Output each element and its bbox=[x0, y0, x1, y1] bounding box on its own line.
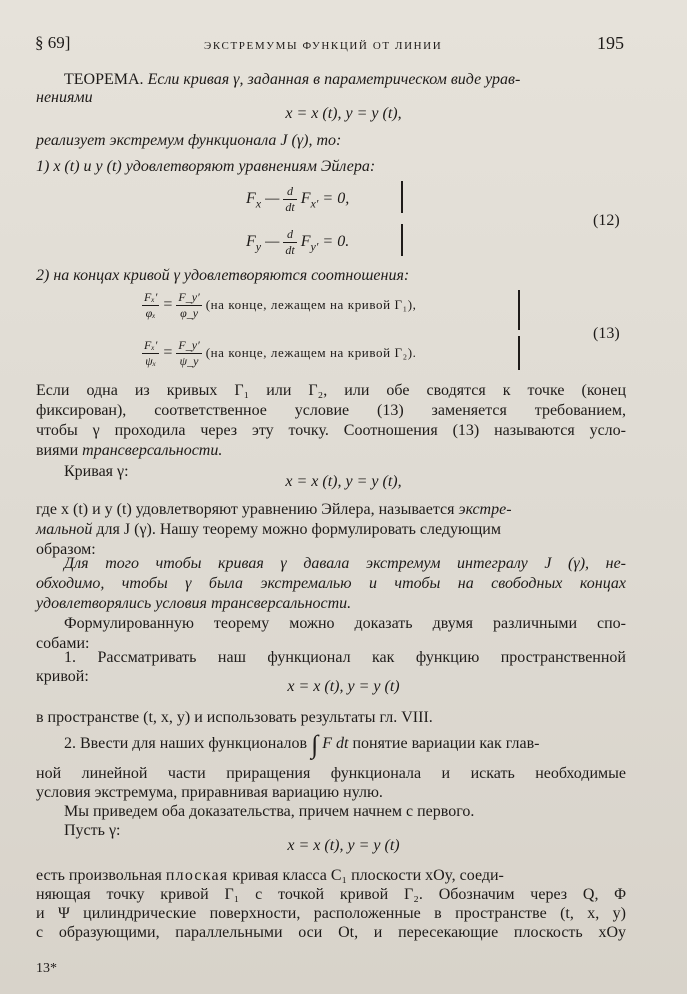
paragraph-line: виями трансверсальности. bbox=[36, 442, 223, 459]
equation-number-12: (12) bbox=[593, 212, 620, 229]
paragraph-line: ной линейной части приращения функционала и искать необходимые bbox=[36, 765, 626, 782]
condition-2: $\frac{\text{Fₓ′}}{\text{ψₓ}}$ = $\frac{F\_y'}{\psi\_y}$ (на конце, лежащем на кривой Γ₂). bbox=[144, 338, 417, 368]
paragraph-line: с образующими, параллельными оси Ot, и пересекающие плоскость xOy bbox=[36, 924, 626, 941]
derivative-fraction: $\frac{d}{dt}$ bbox=[285, 184, 295, 214]
brace-bar bbox=[518, 336, 520, 370]
derivative-fraction: $\frac{d}{dt}$ bbox=[285, 227, 295, 257]
theorem-label: ТЕОРЕМА. bbox=[64, 71, 144, 88]
paragraph-line: в пространстве (t, x, y) и использовать результаты гл. VIII. bbox=[36, 709, 433, 726]
equation: x = x (t), y = y (t) bbox=[287, 837, 400, 854]
paragraph-line: Мы приведем оба доказательства, причем начнем с первого. bbox=[64, 803, 475, 820]
paragraph-line: Кривая γ: bbox=[64, 463, 129, 480]
theorem-line-1 bbox=[64, 70, 520, 90]
euler-equation-2: $F_y$ — $\frac{d}{dt}$ $F_{y'} = 0$. bbox=[246, 227, 350, 257]
paragraph-line: обходимо, чтобы γ была экстремалью и чтобы на свободных концах bbox=[36, 575, 626, 592]
paragraph-line: Пусть γ: bbox=[64, 822, 121, 839]
paragraph-line: 1. Рассматривать наш функционал как функцию пространственной bbox=[64, 649, 626, 666]
theorem-item-2: 2) на концах кривой γ удовлетворяются соотношения: bbox=[36, 267, 410, 284]
condition-1: $\frac{\text{Fₓ′}}{\text{φₓ}}$ = $\frac{F\_y'}{\varphi\_y}$ (на конце, лежащем на кривой Γ₁), bbox=[144, 290, 417, 320]
paragraph-line: где x (t) и y (t) удовлетворяют уравнению Эйлера, называется экстре- bbox=[36, 501, 512, 518]
paragraph-line: образом: bbox=[36, 541, 96, 558]
paragraph-line: няющая точку кривой Γ₁ с точкой кривой Γ₂. Обозначим через Q, Φ bbox=[36, 886, 626, 903]
paragraph-line: есть произвольная плоская кривая класса C₁ плоскости xOy, соеди- bbox=[36, 867, 504, 884]
paragraph-line: Если одна из кривых Γ₁ или Γ₂, или обе сводятся к точке (конец bbox=[36, 382, 626, 399]
brace-bar bbox=[401, 224, 403, 256]
euler-equation-1: $F_x$ — $\frac{d}{dt}$ $F_{x'} = 0$, bbox=[246, 184, 350, 214]
theorem-line-2: нениями bbox=[36, 89, 93, 106]
theorem-item-1: 1) x (t) и y (t) удовлетворяют уравнениям Эйлера: bbox=[36, 158, 376, 175]
paragraph-line: условия экстремума, приравнивая вариацию нулю. bbox=[36, 784, 383, 801]
equation-number-13: (13) bbox=[593, 325, 620, 342]
paragraph-line: Формулированную теорему можно доказать двумя различными спо- bbox=[64, 615, 626, 632]
paragraph-line: кривой: bbox=[36, 668, 89, 685]
paragraph-line: мальной для J (γ). Нашу теорему можно формулировать следующим bbox=[36, 521, 501, 538]
paragraph-line: удовлетворялись условия трансверсальности. bbox=[36, 595, 352, 612]
signature-mark: 13* bbox=[36, 961, 57, 976]
equation: x = x (t), y = y (t), bbox=[285, 473, 402, 490]
paragraph-line: фиксирован), соответственное условие (13) заменяется требованием, bbox=[36, 402, 626, 419]
paragraph-line: чтобы γ проходила через эту точку. Соотношения (13) называются усло- bbox=[36, 422, 626, 439]
parametric-equation: x = x (t), y = y (t), bbox=[285, 105, 402, 122]
paragraph-line: собами: bbox=[36, 635, 90, 652]
paragraph-line: и Ψ цилиндрические поверхности, расположенные в пространстве (t, x, y) bbox=[36, 905, 626, 922]
paragraph-line: 2. Ввести для наших функционалов ∫ F dt понятие вариации как глав- bbox=[64, 730, 540, 759]
integral-sign: ∫ bbox=[311, 730, 319, 759]
theorem-text: Если кривая γ, заданная в параметрическом виде урав- bbox=[147, 71, 521, 88]
brace-bar bbox=[518, 290, 520, 330]
page-number: 195 bbox=[597, 33, 624, 53]
equation: x = x (t), y = y (t) bbox=[287, 678, 400, 695]
paragraph-line: Для того чтобы кривая γ давала экстремум интегралу J (γ), не- bbox=[64, 555, 626, 572]
running-title: ЭКСТРЕМУМЫ ФУНКЦИЙ ОТ ЛИНИИ bbox=[204, 40, 443, 52]
theorem-line-3: реализует экстремум функционала J (γ), то: bbox=[36, 132, 342, 149]
section-number: § 69] bbox=[35, 33, 71, 52]
brace-bar bbox=[401, 181, 403, 213]
